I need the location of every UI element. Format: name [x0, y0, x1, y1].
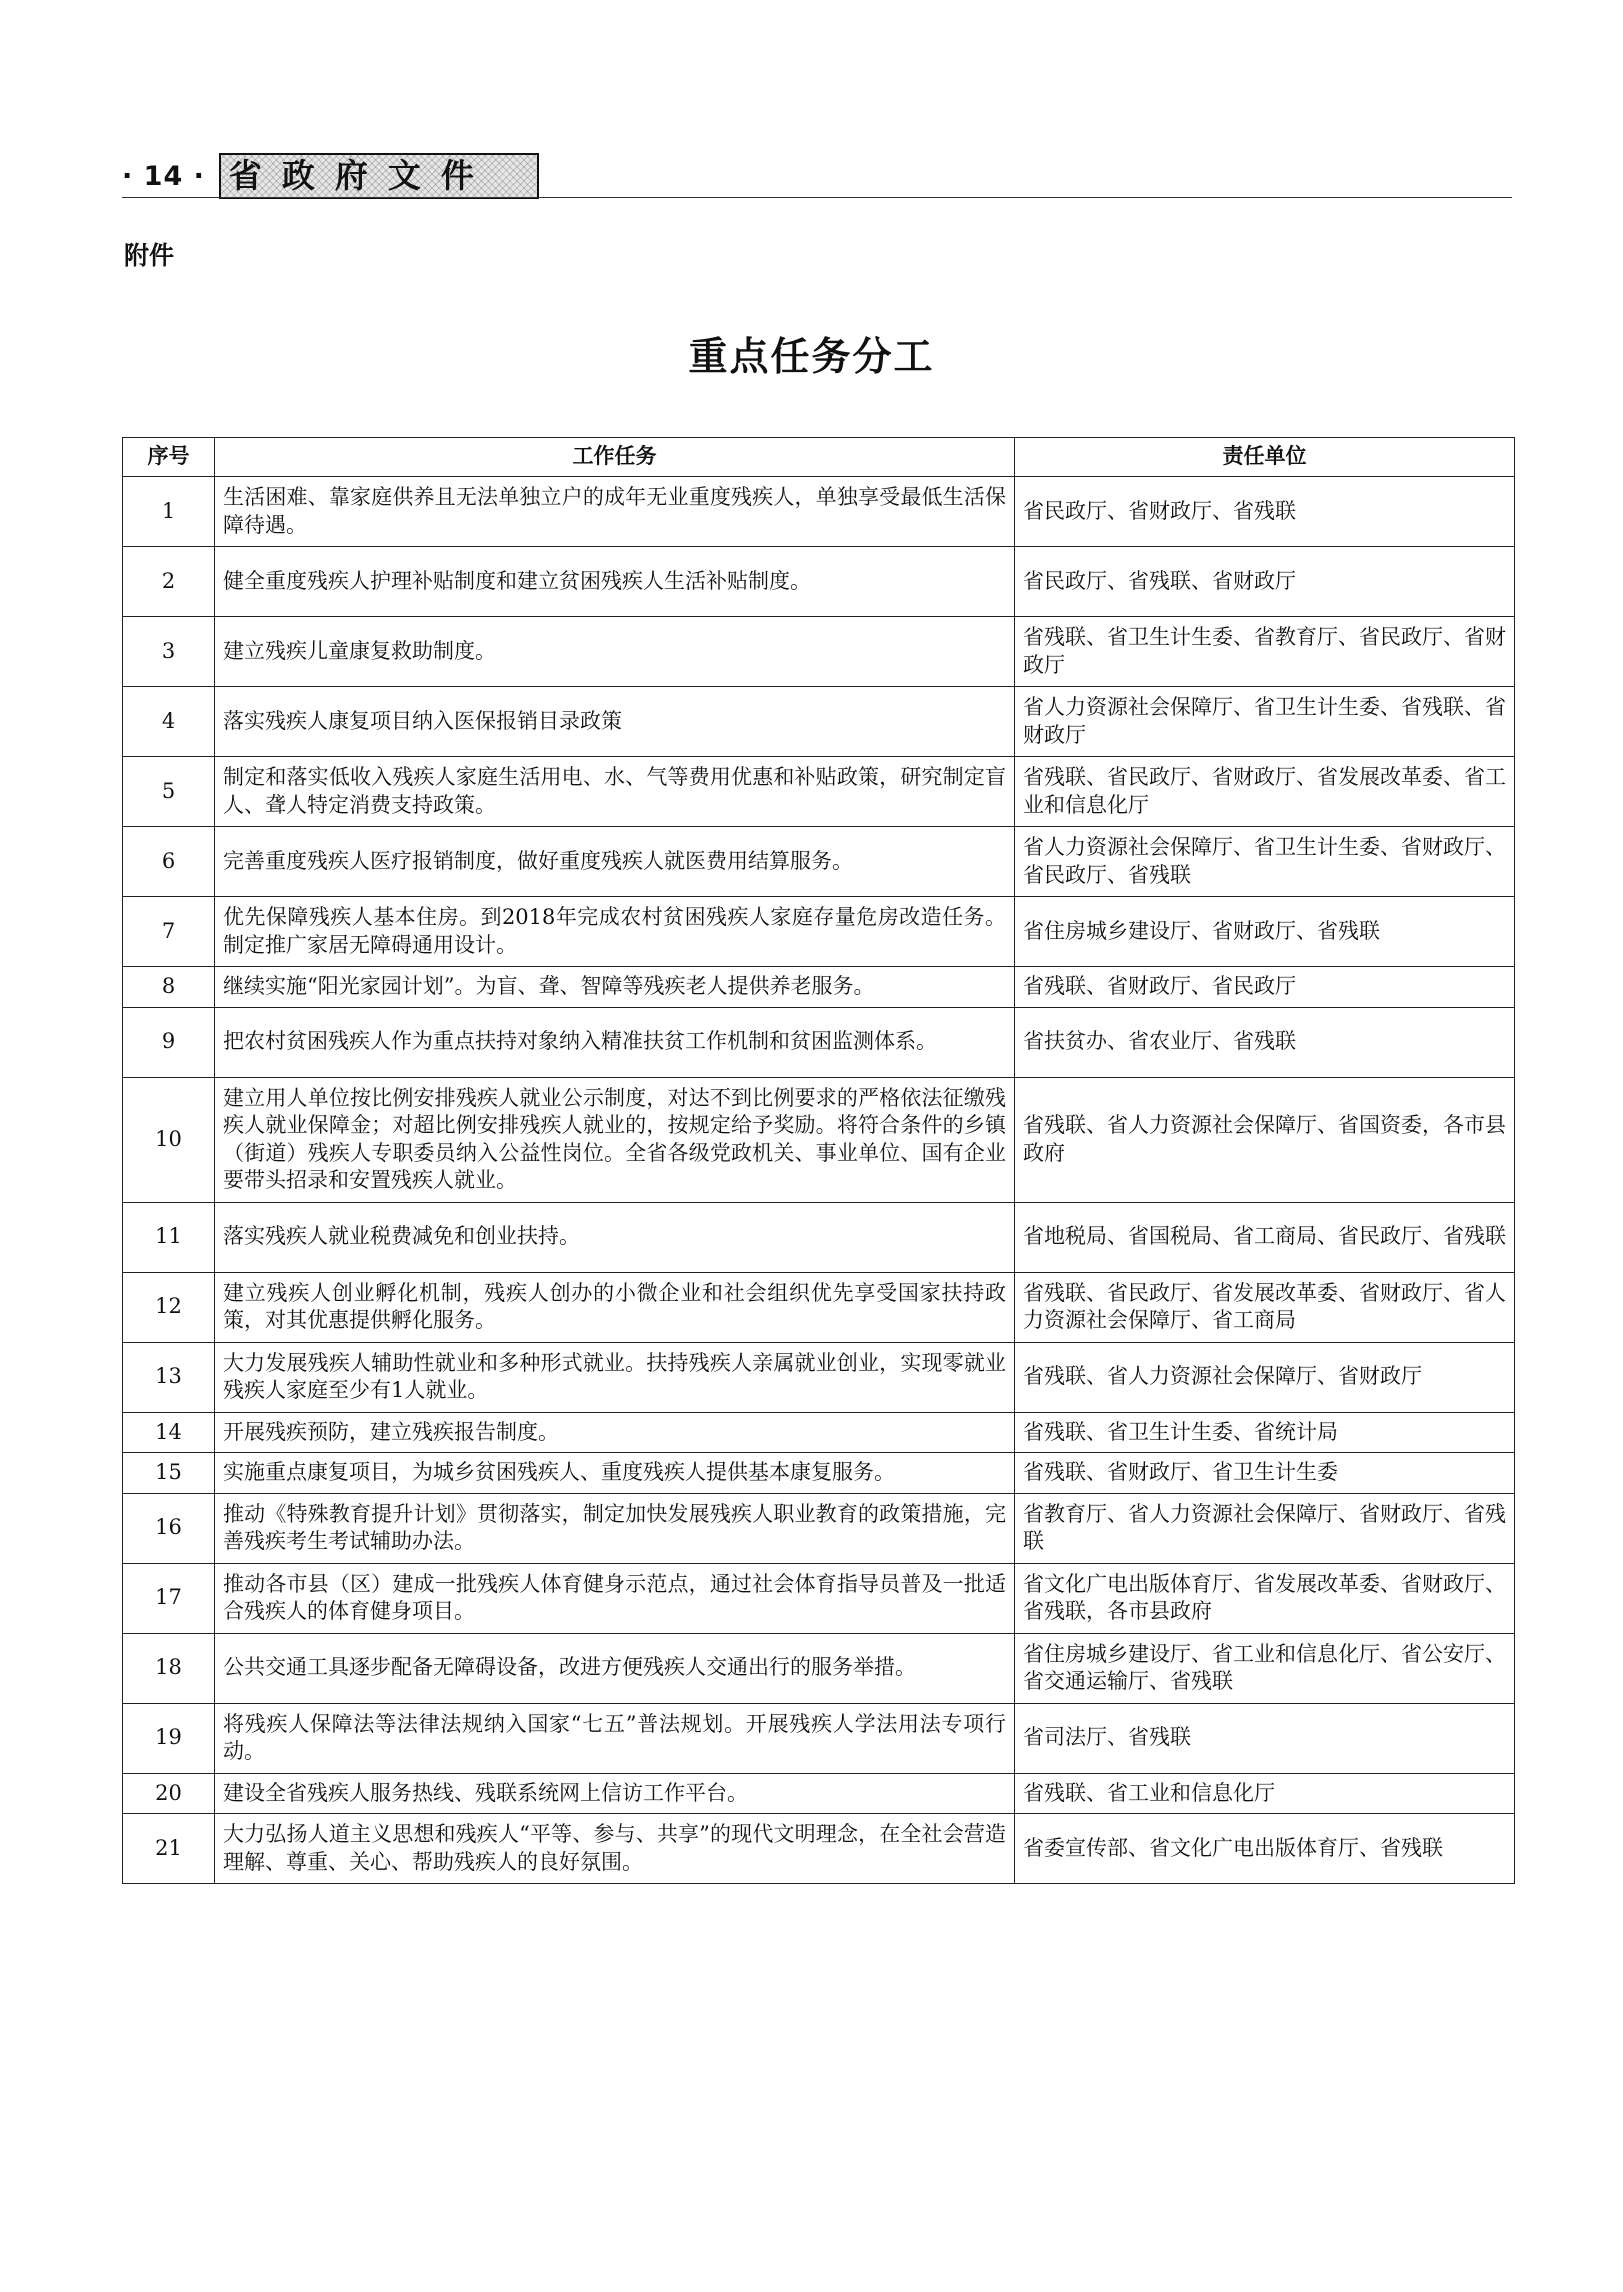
- table-header-row: [123, 438, 1515, 477]
- table-row: [123, 477, 1515, 547]
- row-number: 16: [123, 1493, 215, 1563]
- row-number: 13: [123, 1342, 215, 1412]
- row-number: 12: [123, 1272, 215, 1342]
- row-number: 19: [123, 1703, 215, 1773]
- row-number: 4: [123, 687, 215, 757]
- row-unit: 省残联、省民政厅、省发展改革委、省财政厅、省人力资源社会保障厅、省工商局: [1015, 1272, 1515, 1342]
- row-unit: 省教育厅、省人力资源社会保障厅、省财政厅、省残联: [1015, 1493, 1515, 1563]
- row-unit: 省残联、省卫生计生委、省教育厅、省民政厅、省财政厅: [1015, 617, 1515, 687]
- table-row: [123, 1077, 1515, 1202]
- row-number: 11: [123, 1202, 215, 1272]
- row-task: 建立用人单位按比例安排残疾人就业公示制度，对达不到比例要求的严格依法征缴残疾人就业保障金；对超比例安排残疾人就业的，按规定给予奖励。将符合条件的乡镇（街道）残疾人专职委员纳入公益性岗位。全省各级党政机关、事业单位、国有企业要带头招录和安置残疾人就业。: [215, 1077, 1015, 1202]
- row-number: 6: [123, 827, 215, 897]
- table-row: [123, 1773, 1515, 1814]
- row-task: 实施重点康复项目，为城乡贫困残疾人、重度残疾人提供基本康复服务。: [215, 1453, 1015, 1494]
- table-row: [123, 1007, 1515, 1077]
- row-task: 公共交通工具逐步配备无障碍设备，改进方便残疾人交通出行的服务举措。: [215, 1633, 1015, 1703]
- table-row: [123, 547, 1515, 617]
- row-unit: 省人力资源社会保障厅、省卫生计生委、省残联、省财政厅: [1015, 687, 1515, 757]
- column-header-unit: 责任单位: [1015, 438, 1515, 477]
- row-number: 18: [123, 1633, 215, 1703]
- row-number: 5: [123, 757, 215, 827]
- row-unit: 省残联、省卫生计生委、省统计局: [1015, 1412, 1515, 1453]
- table-row: [123, 1703, 1515, 1773]
- row-unit: 省司法厅、省残联: [1015, 1703, 1515, 1773]
- row-number: 14: [123, 1412, 215, 1453]
- row-task: 大力弘扬人道主义思想和残疾人“平等、参与、共享”的现代文明理念，在全社会营造理解、尊重、关心、帮助残疾人的良好氛围。: [215, 1814, 1015, 1884]
- row-task: 建立残疾儿童康复救助制度。: [215, 617, 1015, 687]
- row-unit: 省残联、省财政厅、省民政厅: [1015, 967, 1515, 1008]
- row-task: 落实残疾人就业税费减免和创业扶持。: [215, 1202, 1015, 1272]
- task-table: [122, 437, 1515, 1884]
- table-row: [123, 1342, 1515, 1412]
- row-unit: 省残联、省人力资源社会保障厅、省财政厅: [1015, 1342, 1515, 1412]
- table-row: [123, 897, 1515, 967]
- table-row: [123, 1814, 1515, 1884]
- row-number: 15: [123, 1453, 215, 1494]
- attachment-label: 附件: [124, 241, 175, 270]
- row-number: 8: [123, 967, 215, 1008]
- row-number: 21: [123, 1814, 215, 1884]
- row-unit: 省住房城乡建设厅、省财政厅、省残联: [1015, 897, 1515, 967]
- row-task: 开展残疾预防，建立残疾报告制度。: [215, 1412, 1015, 1453]
- row-unit: 省残联、省工业和信息化厅: [1015, 1773, 1515, 1814]
- row-unit: 省民政厅、省残联、省财政厅: [1015, 547, 1515, 617]
- row-number: 17: [123, 1563, 215, 1633]
- row-unit: 省委宣传部、省文化广电出版体育厅、省残联: [1015, 1814, 1515, 1884]
- row-unit: 省残联、省民政厅、省财政厅、省发展改革委、省工业和信息化厅: [1015, 757, 1515, 827]
- row-task: 推动各市县（区）建成一批残疾人体育健身示范点，通过社会体育指导员普及一批适合残疾人的体育健身项目。: [215, 1563, 1015, 1633]
- column-header-number: 序号: [123, 438, 215, 477]
- row-number: 7: [123, 897, 215, 967]
- row-number: 1: [123, 477, 215, 547]
- publication-banner: 省政府文件: [219, 153, 539, 199]
- table-row: [123, 827, 1515, 897]
- row-task: 继续实施“阳光家园计划”。为盲、聋、智障等残疾老人提供养老服务。: [215, 967, 1015, 1008]
- row-task: 落实残疾人康复项目纳入医保报销目录政策: [215, 687, 1015, 757]
- table-row: [123, 757, 1515, 827]
- row-unit: 省人力资源社会保障厅、省卫生计生委、省财政厅、省民政厅、省残联: [1015, 827, 1515, 897]
- row-task: 健全重度残疾人护理补贴制度和建立贫困残疾人生活补贴制度。: [215, 547, 1015, 617]
- table-row: [123, 1412, 1515, 1453]
- row-task: 制定和落实低收入残疾人家庭生活用电、水、气等费用优惠和补贴政策，研究制定盲人、聋人特定消费支持政策。: [215, 757, 1015, 827]
- table-row: [123, 617, 1515, 687]
- row-task: 优先保障残疾人基本住房。到2018年完成农村贫困残疾人家庭存量危房改造任务。制定推广家居无障碍通用设计。: [215, 897, 1015, 967]
- page-header: [122, 153, 539, 199]
- table-row: [123, 1563, 1515, 1633]
- table-row: [123, 1493, 1515, 1563]
- table-row: [123, 1202, 1515, 1272]
- row-task: 建立残疾人创业孵化机制，残疾人创办的小微企业和社会组织优先享受国家扶持政策，对其优惠提供孵化服务。: [215, 1272, 1015, 1342]
- row-number: 10: [123, 1077, 215, 1202]
- table-row: [123, 967, 1515, 1008]
- row-number: 9: [123, 1007, 215, 1077]
- row-task: 生活困难、靠家庭供养且无法单独立户的成年无业重度残疾人，单独享受最低生活保障待遇。: [215, 477, 1015, 547]
- row-task: 把农村贫困残疾人作为重点扶持对象纳入精准扶贫工作机制和贫困监测体系。: [215, 1007, 1015, 1077]
- row-unit: 省住房城乡建设厅、省工业和信息化厅、省公安厅、省交通运输厅、省残联: [1015, 1633, 1515, 1703]
- row-unit: 省地税局、省国税局、省工商局、省民政厅、省残联: [1015, 1202, 1515, 1272]
- column-header-task: 工作任务: [215, 438, 1015, 477]
- row-task: 完善重度残疾人医疗报销制度，做好重度残疾人就医费用结算服务。: [215, 827, 1015, 897]
- table-row: [123, 687, 1515, 757]
- row-task: 推动《特殊教育提升计划》贯彻落实，制定加快发展残疾人职业教育的政策措施，完善残疾考生考试辅助办法。: [215, 1493, 1015, 1563]
- row-task: 大力发展残疾人辅助性就业和多种形式就业。扶持残疾人亲属就业创业，实现零就业残疾人家庭至少有1人就业。: [215, 1342, 1015, 1412]
- row-unit: 省残联、省人力资源社会保障厅、省国资委，各市县政府: [1015, 1077, 1515, 1202]
- row-task: 将残疾人保障法等法律法规纳入国家“七五”普法规划。开展残疾人学法用法专项行动。: [215, 1703, 1015, 1773]
- table-body: [123, 477, 1515, 1884]
- header-rule: [122, 197, 1512, 198]
- row-unit: 省民政厅、省财政厅、省残联: [1015, 477, 1515, 547]
- document-title: 重点任务分工: [688, 335, 935, 380]
- row-number: 3: [123, 617, 215, 687]
- row-number: 20: [123, 1773, 215, 1814]
- row-unit: 省文化广电出版体育厅、省发展改革委、省财政厅、省残联，各市县政府: [1015, 1563, 1515, 1633]
- page-number: · 14 ·: [122, 160, 205, 192]
- table-row: [123, 1633, 1515, 1703]
- table-row: [123, 1453, 1515, 1494]
- row-unit: 省扶贫办、省农业厅、省残联: [1015, 1007, 1515, 1077]
- row-task: 建设全省残疾人服务热线、残联系统网上信访工作平台。: [215, 1773, 1015, 1814]
- row-number: 2: [123, 547, 215, 617]
- row-unit: 省残联、省财政厅、省卫生计生委: [1015, 1453, 1515, 1494]
- table-row: [123, 1272, 1515, 1342]
